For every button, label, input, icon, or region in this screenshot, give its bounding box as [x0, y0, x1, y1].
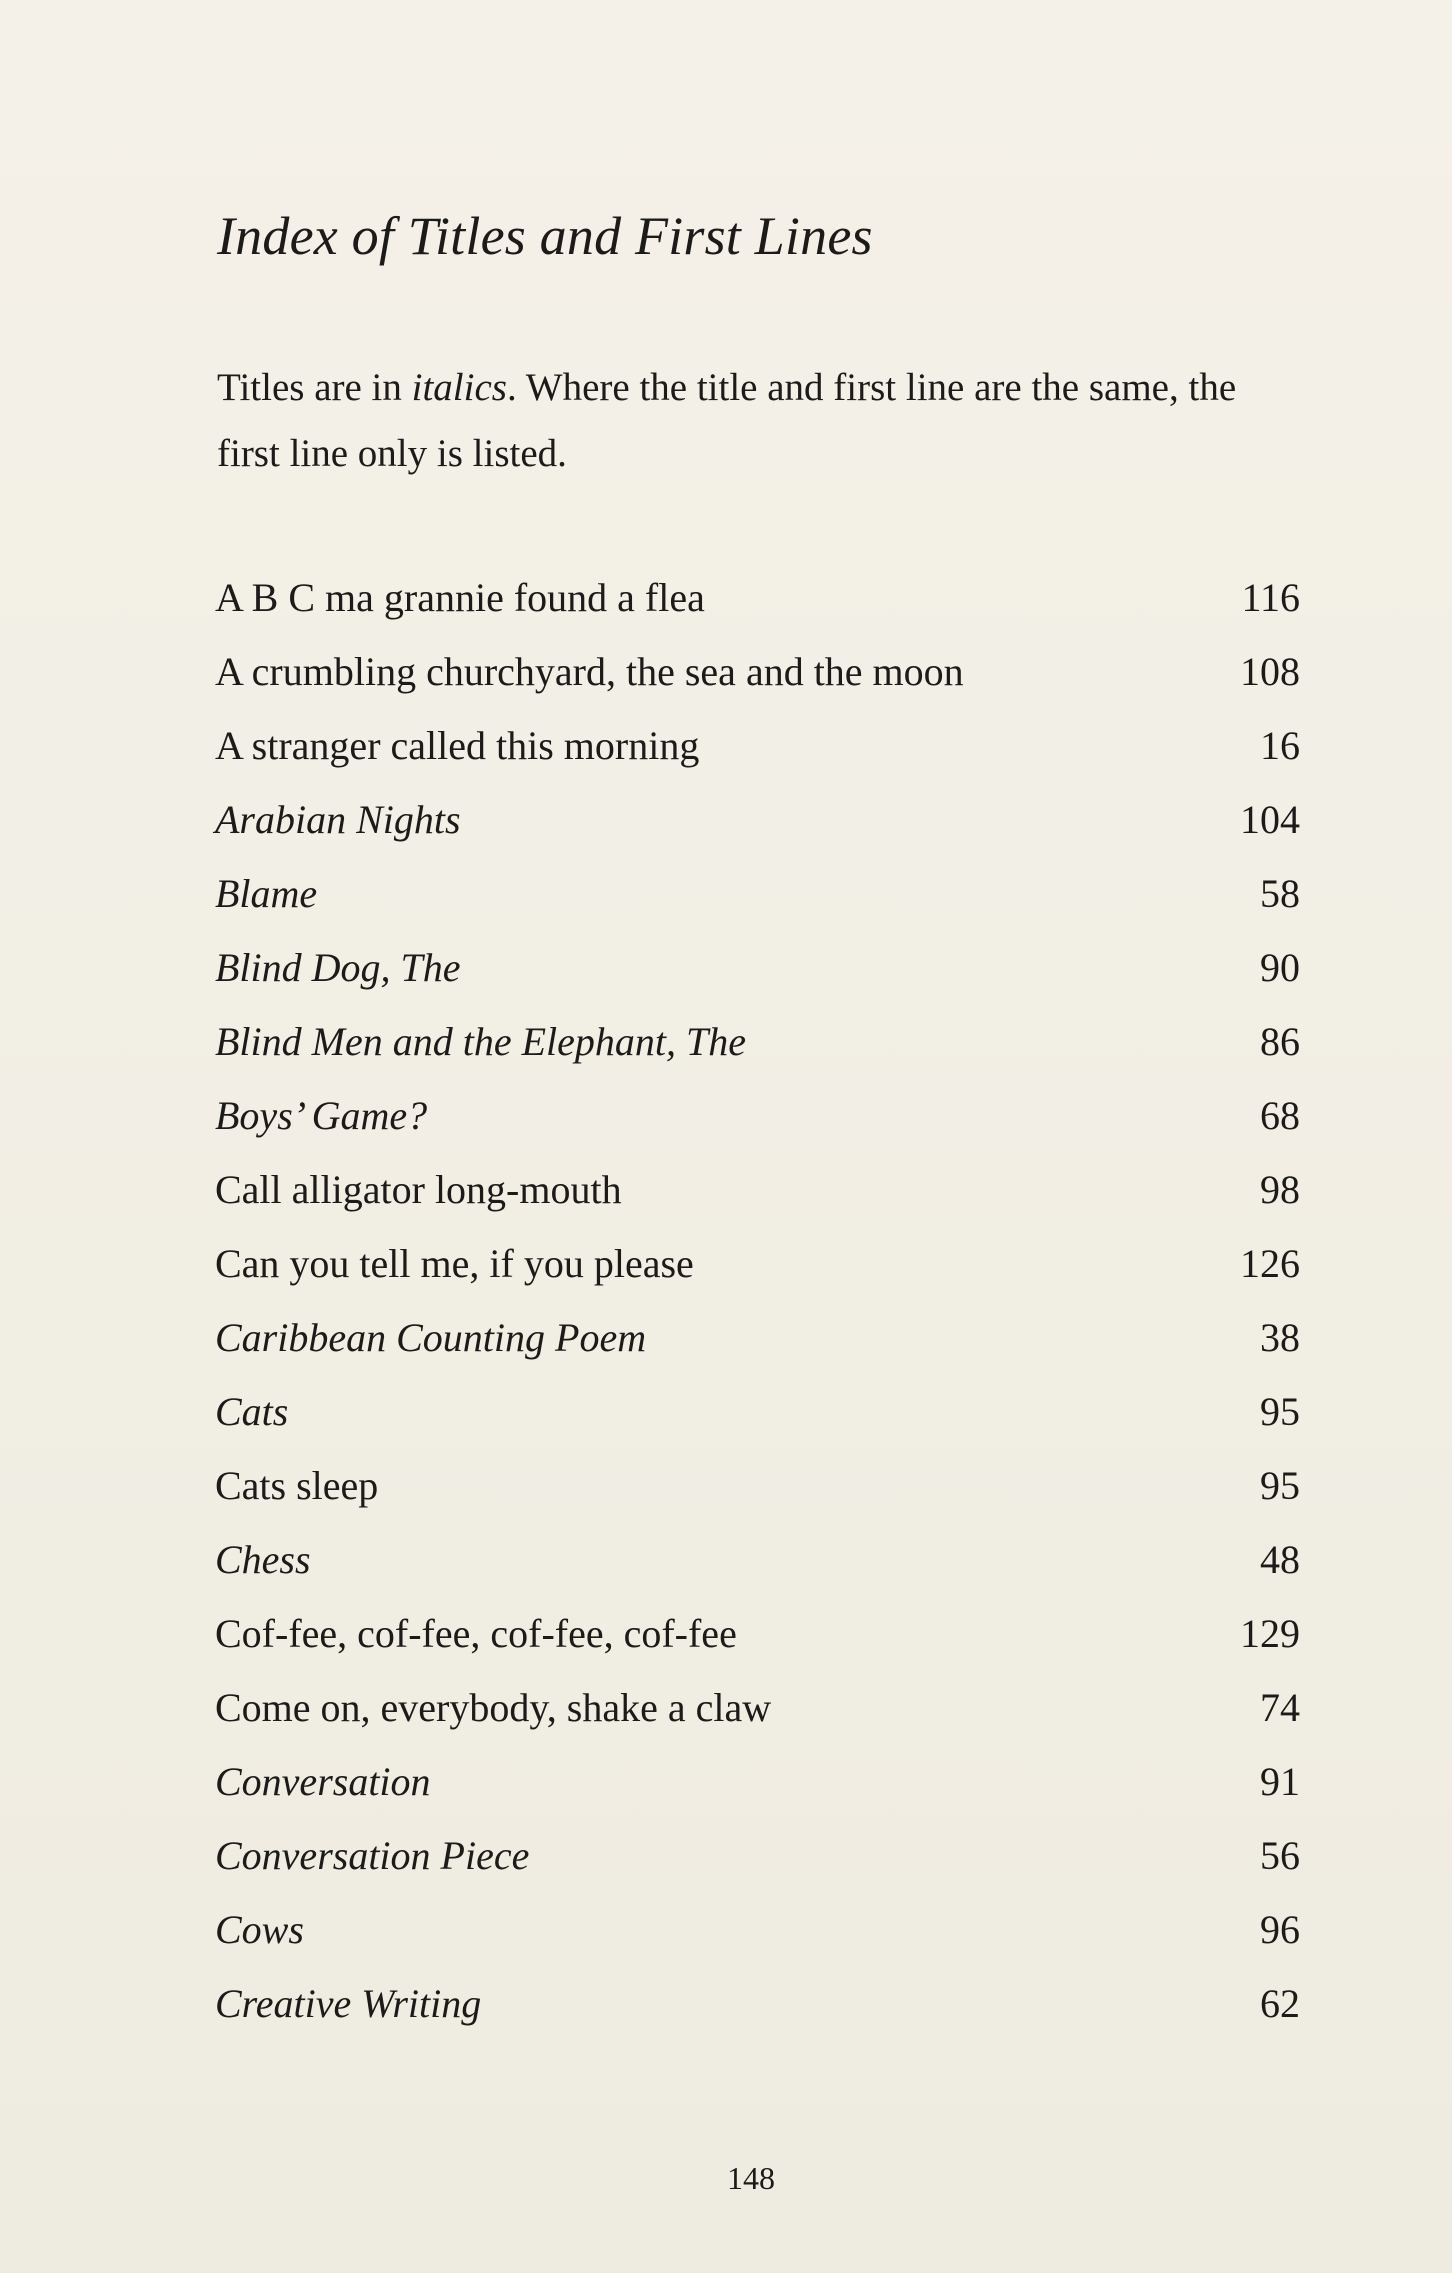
entry-page-number: 95 — [1260, 1389, 1300, 1434]
entry-page-number: 56 — [1260, 1833, 1300, 1878]
index-entry — [215, 1079, 1300, 1153]
entry-title: Creative Writing — [215, 1981, 482, 2026]
entry-page-number: 62 — [1260, 1981, 1300, 2026]
entry-title: Cows — [215, 1907, 304, 1952]
entry-title: Blind Dog, The — [215, 945, 461, 990]
entry-title: Chess — [215, 1537, 311, 1582]
index-entry — [215, 783, 1300, 857]
entry-title: Blind Men and the Elephant, The — [215, 1019, 747, 1064]
entry-page-number: 16 — [1260, 723, 1300, 768]
entry-page-number: 98 — [1260, 1167, 1300, 1212]
entry-page-number: 48 — [1260, 1537, 1300, 1582]
entry-title: Conversation Piece — [215, 1833, 530, 1878]
intro-italic-word: italics — [411, 366, 507, 409]
index-entry — [215, 1967, 1300, 2041]
index-entry — [215, 1597, 1300, 1671]
index-entry — [215, 709, 1300, 783]
index-entry — [215, 1523, 1300, 1597]
index-entry — [215, 1153, 1300, 1227]
entry-first-line: Can you tell me, if you please — [215, 1241, 694, 1286]
entry-page-number: 38 — [1260, 1315, 1300, 1360]
index-entry — [215, 635, 1300, 709]
entry-title: Cats — [215, 1389, 289, 1434]
entry-first-line: Cof-fee, cof-fee, cof-fee, cof-fee — [215, 1611, 737, 1656]
entry-first-line: A B C ma grannie found a flea — [215, 575, 705, 620]
intro-text-end: . Where the title and first line are the same, the first line only is listed. — [217, 366, 1237, 475]
entry-title: Arabian Nights — [215, 797, 461, 842]
page-number: 148 — [727, 2160, 775, 2196]
entry-page-number: 104 — [1240, 797, 1300, 842]
entry-page-number: 95 — [1260, 1463, 1300, 1508]
entry-title: Blame — [215, 871, 318, 916]
entry-title: Caribbean Counting Poem — [215, 1315, 647, 1360]
index-list — [215, 561, 1300, 2041]
entry-page-number: 68 — [1260, 1093, 1300, 1138]
index-entry — [215, 561, 1300, 635]
entry-page-number: 129 — [1240, 1611, 1300, 1656]
entry-page-number: 108 — [1240, 649, 1300, 694]
index-entry — [215, 1449, 1300, 1523]
entry-page-number: 58 — [1260, 871, 1300, 916]
entry-first-line: Come on, everybody, shake a claw — [215, 1685, 772, 1730]
index-entry — [215, 1745, 1300, 1819]
index-entry — [215, 1375, 1300, 1449]
index-heading: Index of Titles and First Lines — [217, 206, 873, 266]
index-entry — [215, 857, 1300, 931]
entry-page-number: 91 — [1260, 1759, 1300, 1804]
entry-page-number: 90 — [1260, 945, 1300, 990]
index-entry — [215, 1671, 1300, 1745]
entry-first-line: A stranger called this morning — [215, 723, 700, 768]
index-entry — [215, 1301, 1300, 1375]
index-entry — [215, 1819, 1300, 1893]
index-entry — [215, 1227, 1300, 1301]
entry-page-number: 86 — [1260, 1019, 1300, 1064]
entry-title: Boys’ Game? — [215, 1093, 428, 1138]
entry-page-number: 126 — [1240, 1241, 1300, 1286]
entry-first-line: A crumbling churchyard, the sea and the moon — [215, 649, 964, 694]
index-intro — [217, 355, 1297, 487]
index-entry — [215, 931, 1300, 1005]
intro-text-start: Titles are in — [217, 366, 412, 409]
entry-title: Conversation — [215, 1759, 431, 1804]
entry-first-line: Call alligator long-mouth — [215, 1167, 622, 1212]
entry-page-number: 96 — [1260, 1907, 1300, 1952]
index-entry — [215, 1005, 1300, 1079]
entry-page-number: 116 — [1241, 575, 1300, 620]
entry-page-number: 74 — [1260, 1685, 1300, 1730]
entry-first-line: Cats sleep — [215, 1463, 379, 1508]
index-entry — [215, 1893, 1300, 1967]
